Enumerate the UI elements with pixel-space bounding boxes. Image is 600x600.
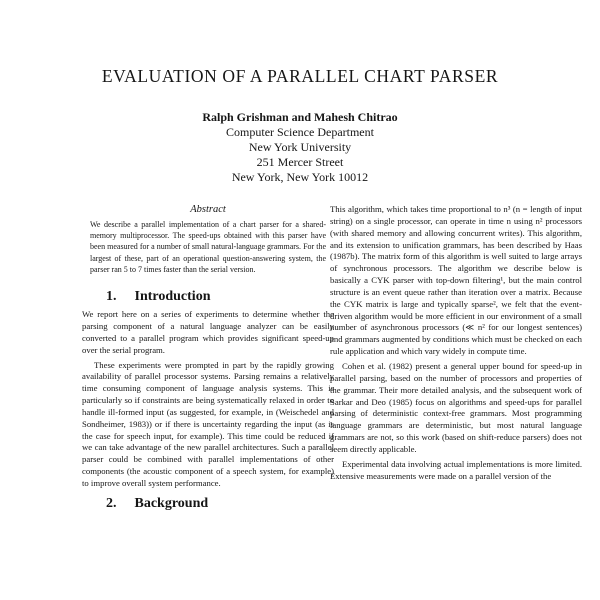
affiliation-line: New York, New York 10012 <box>231 170 369 184</box>
body-paragraph: We report here on a series of experiments to determine whether the parsing component of a natural language analyzer can be easily converted to a parallel program which provides significant speed-up over the serial program. <box>82 309 334 355</box>
paper-title: EVALUATION OF A PARALLEL CHART PARSER <box>101 66 499 86</box>
body-paragraph: Experimental data involving actual implementations is more limited. Extensive measurements were made on a parallel version of the <box>330 458 582 481</box>
section-heading-introduction <box>106 291 334 303</box>
affiliation-line: New York University <box>248 140 352 154</box>
body-paragraph: Cohen et al. (1982) present a general upper bound for speed-up in parallel parsing, based on the number of processors and properties of the grammar. Their more detailed analysis, and the subsequent work of Sarkar and Deo (1985) focus on algorithms and speed-ups for parallel parsing of deterministic context-free grammars. Most programming language grammars are deterministic, but most natural language grammars are not, so this work (based on shift-reduce parsers) does not seem directly applicable. <box>330 360 582 454</box>
byline <box>0 110 600 185</box>
abstract-text: We describe a parallel implementation of a chart parser for a shared-memory multiprocessor. The speed-ups obtained with this parser have been measured for a number of small natural-language grammars. For the largest of these, part of an operational question-answering system, the parser ran 5 to 7 times faster than the serial version. <box>90 219 326 275</box>
affiliation-line: Computer Science Department <box>226 125 374 139</box>
left-column <box>82 204 334 516</box>
right-column <box>330 204 582 485</box>
section-heading-background <box>106 495 334 511</box>
section-number: 1. <box>106 289 117 305</box>
abstract-heading: Abstract <box>190 204 226 215</box>
body-paragraph: These experiments were prompted in part by the rapidly growing availability of parallel processor systems. Parsing remains a relatively time consuming component of language analysis systems. This is particularly so if constraints are being systematically relaxed in order to handle ill-formed input (as suggested, for example, in (Weischedel and Sondheimer, 1983)) or if there is uncertainty regarding the input (as is the case for speech input, for example). This time could be reduced if we can take advantage of the new parallel architectures. Such a parallel parser could be combined with parallel implementations of other components (the acoustic component of a speech system, for example) to improve overall system performance. <box>82 359 334 488</box>
section-title: Background <box>134 495 209 511</box>
section-number: 2. <box>106 495 117 511</box>
body-paragraph: This algorithm, which takes time proportional to n³ (n = length of input string) on a single processor, can operate in time n using n² processors (with shared memory and allowing concurrent writes). This algorithm, and its extension to unification grammars, has been described by Haas (1987b). The matrix form of this algorithm is well suited to large arrays of synchronous processors. The algorithm we describe below is basically a CYK parser with top-down filtering¹, but the main control structure is an event queue rather than iteration over a matrix. Because the CYK matrix is large and typically sparse², we felt that the event-driven algorithm would be more efficient in our environment of a small number of asynchronous processors (≪ n² for our longest sentences) and grammars augmented by conditions which must be checked on each rule application and which vary widely in compute time. <box>330 204 582 357</box>
affiliation-line: 251 Mercer Street <box>256 155 344 169</box>
section-title: Introduction <box>134 289 211 305</box>
authors: Ralph Grishman and Mahesh Chitrao <box>202 110 398 124</box>
